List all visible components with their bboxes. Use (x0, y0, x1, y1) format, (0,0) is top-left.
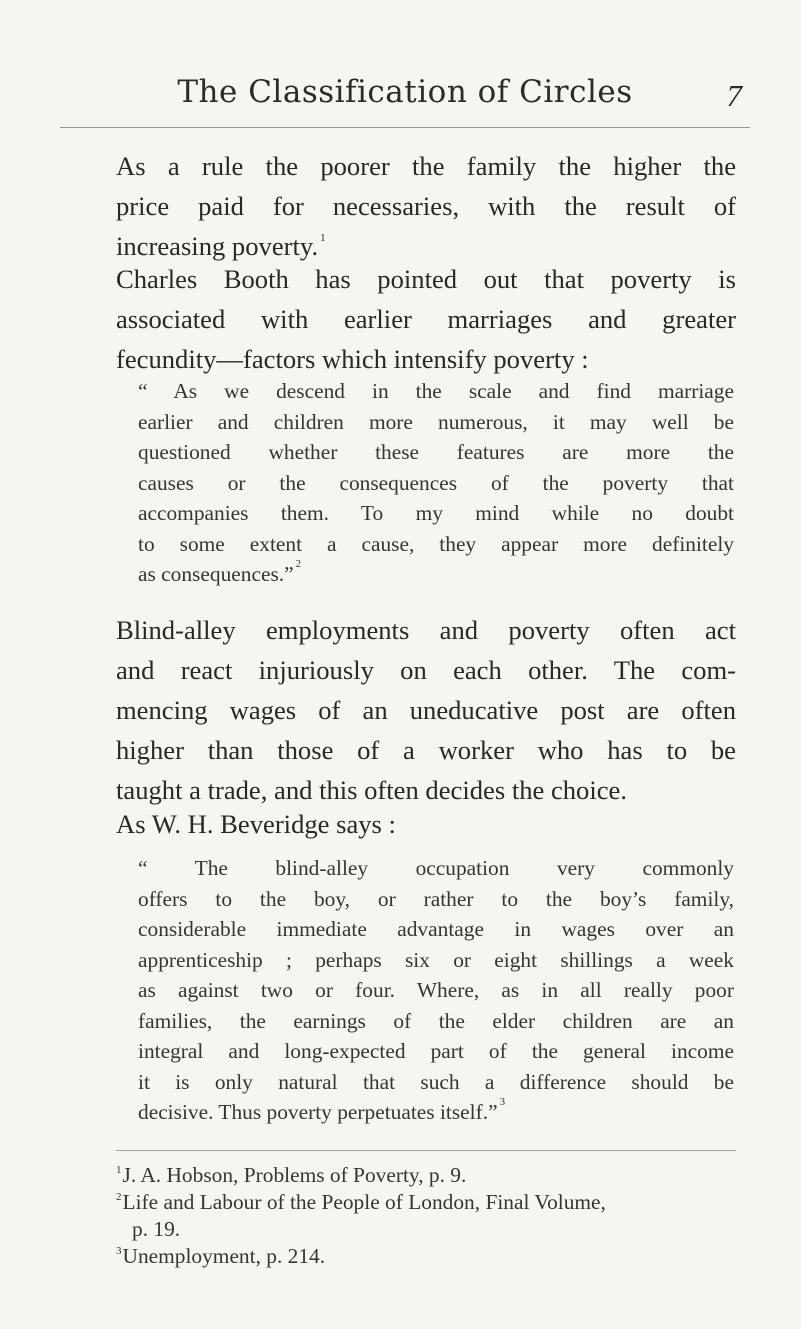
footnote-1 (116, 1162, 756, 1189)
quote-line (138, 1097, 734, 1128)
paragraph-3 (116, 610, 736, 810)
footnote-text: Unemployment, p. 214. (122, 1244, 326, 1268)
text-line-content: increasing poverty. (116, 231, 319, 261)
footnote-mark: 2 (116, 1191, 122, 1203)
footnote-text: Life and Labour of the People of London, Final Volume, (122, 1190, 606, 1214)
text-line: As a rule the poorer the family the higher the (116, 151, 736, 181)
footnote-2 (116, 1189, 756, 1216)
footnote-3 (116, 1243, 756, 1270)
header-rule (60, 127, 750, 128)
footnote-text: p. 19. (132, 1217, 181, 1241)
footnote-ref: 3 (499, 1096, 506, 1108)
block-quote-2 (138, 853, 734, 1128)
paragraph-2 (116, 259, 736, 379)
text-line: mencing wages of an uneducative post are often (116, 695, 736, 725)
quote-line: integral and long-expected part of the general income (138, 1039, 734, 1063)
footnote-rule (116, 1150, 736, 1151)
page-number: 7 (726, 78, 742, 113)
quote-line: families, the earnings of the elder children are an (138, 1008, 734, 1033)
quote-line: accompanies them. To my mind while no doubt (138, 501, 734, 525)
text-line: associated with earlier marriages and greater (116, 304, 736, 334)
text-line: higher than those of a worker who has to be (116, 735, 736, 765)
running-title: The Classification of Circles (177, 74, 633, 110)
quote-line: “ As we descend in the scale and find marriage (138, 379, 734, 403)
footnote-mark: 1 (116, 1164, 122, 1176)
text-line: fecundity—factors which intensify poverty : (116, 344, 589, 374)
footnote-text: J. A. Hobson, Problems of Poverty, p. 9. (122, 1163, 467, 1187)
text-line: Blind-alley employments and poverty often act (116, 615, 736, 645)
quote-line: as against two or four. Where, as in all really poor (138, 978, 734, 1002)
quote-line: considerable immediate advantage in wages over an (138, 917, 734, 941)
paragraph-4 (116, 804, 736, 844)
quote-line: apprenticeship ; perhaps six or eight shillings a week (138, 947, 734, 972)
text-line: and react injuriously on each other. The com- (116, 655, 736, 685)
text-line: taught a trade, and this often decides the choice. (116, 775, 627, 805)
quote-line (138, 559, 734, 590)
quote-line: to some extent a cause, they appear more definitely (138, 531, 734, 556)
quote-line: offers to the boy, or rather to the boy’s family, (138, 886, 734, 911)
text-line: Charles Booth has pointed out that poverty is (116, 264, 736, 294)
quote-line: earlier and children more numerous, it may well be (138, 409, 734, 434)
quote-line: causes or the consequences of the poverty that (138, 470, 734, 495)
paragraph-1 (116, 146, 736, 266)
quote-line: “ The blind-alley occupation very commonly (138, 856, 734, 880)
running-header (60, 74, 750, 134)
quote-line-content: decisive. Thus poverty perpetuates itself.” (138, 1100, 498, 1124)
quote-line: it is only natural that such a difference should be (138, 1069, 734, 1094)
footnotes (116, 1162, 756, 1270)
text-line: price paid for necessaries, with the result of (116, 191, 736, 221)
footnote-ref: 1 (320, 232, 326, 244)
quote-line-content: as consequences.” (138, 562, 294, 586)
text-line: As W. H. Beveridge says : (116, 809, 396, 839)
footnote-ref: 2 (295, 558, 302, 570)
block-quote-1 (138, 376, 734, 590)
quote-line: questioned whether these features are more the (138, 440, 734, 464)
footnote-mark: 3 (116, 1245, 122, 1257)
footnote-2-continued (116, 1216, 756, 1243)
